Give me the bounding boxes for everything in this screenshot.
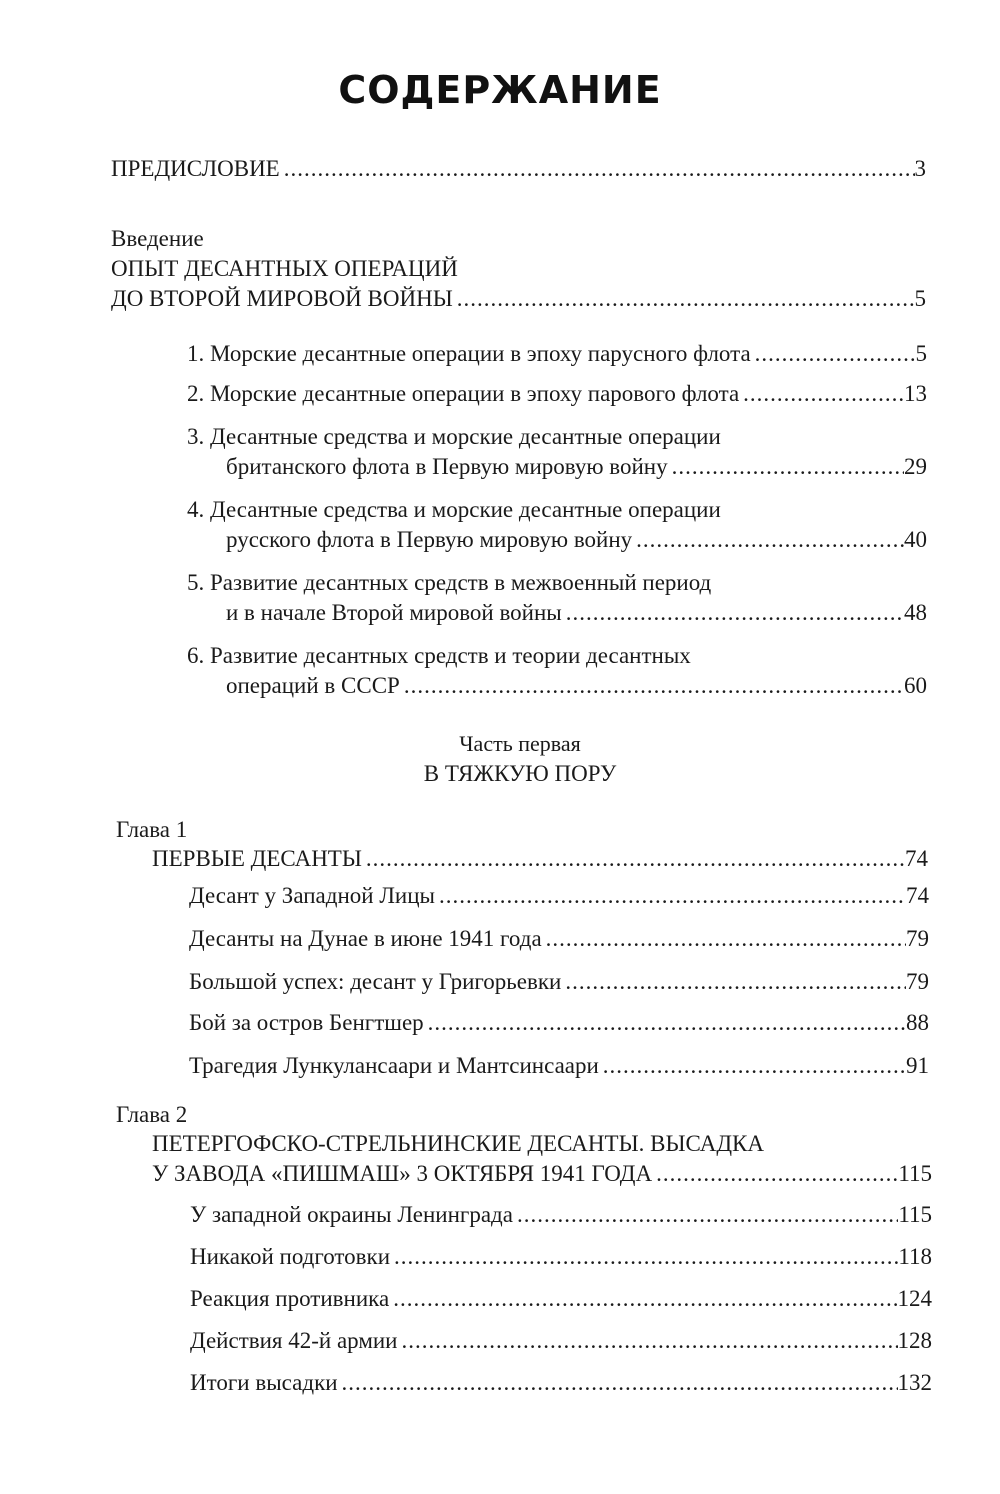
chapter-label: Глава 1 (116, 817, 188, 842)
toc-entry-intro-1[interactable] (187, 340, 927, 368)
leader-dots (751, 340, 916, 368)
toc-entry-chapter-1[interactable] (152, 845, 928, 873)
toc-entry-title: Действия 42-й армии (190, 1328, 398, 1353)
toc-entry-page: 5 (914, 286, 926, 311)
chapter-title-line1: ПЕТЕРГОФСКО-СТРЕЛЬНИНСКИЕ ДЕСАНТЫ. ВЫСАДКА (152, 1131, 764, 1156)
toc-entry-section[interactable] (189, 925, 929, 953)
toc-entry-page: 48 (904, 600, 927, 625)
chapter-title: ПЕРВЫЕ ДЕСАНТЫ (152, 846, 362, 871)
toc-entry-section[interactable] (190, 1201, 932, 1229)
toc-entry-title: Трагедия Лункулансаари и Мантсинсаари (189, 1053, 599, 1078)
toc-entry-page: 132 (897, 1370, 932, 1395)
toc-entry-page: 13 (904, 381, 927, 406)
leader-dots (562, 599, 904, 627)
chapter-label: Глава 2 (116, 1102, 188, 1127)
toc-entry-intro-6-line1: 6. Развитие десантных средств и теории десантных (187, 643, 691, 668)
toc-entry-intro-3-line1: 3. Десантные средства и морские десантные операции (187, 424, 721, 449)
toc-entry-page: 5 (915, 341, 927, 366)
toc-entry-title: Десант у Западной Лицы (189, 883, 435, 908)
toc-entry-title: Большой успех: десант у Григорьевки (189, 969, 562, 994)
toc-entry-title: Десанты на Дунае в июне 1941 года (189, 926, 542, 951)
leader-dots (362, 845, 905, 873)
toc-entry-page: 124 (897, 1286, 932, 1311)
toc-entry-title: британского флота в Первую мировую войну (226, 454, 668, 479)
toc-entry-section[interactable] (190, 1369, 932, 1397)
toc-entry-title: операций в СССР (226, 673, 400, 698)
leader-dots (280, 155, 915, 183)
toc-entry-section[interactable] (189, 882, 929, 910)
toc-entry-title: 1. Морские десантные операции в эпоху парусного флота (187, 341, 751, 366)
toc-entry-page: 79 (906, 926, 929, 951)
leader-dots (668, 453, 904, 481)
toc-entry-title: Бой за остров Бенгтшер (189, 1010, 424, 1035)
toc-entry-section[interactable] (189, 968, 929, 996)
toc-entry-page: 115 (898, 1161, 932, 1186)
toc-entry-chapter-2[interactable] (152, 1160, 932, 1188)
toc-entry-page: 60 (904, 673, 927, 698)
toc-entry-title: и в начале Второй мировой войны (226, 600, 562, 625)
page-title: СОДЕРЖАНИЕ (338, 68, 662, 112)
toc-entry-title: Итоги высадки (190, 1370, 338, 1395)
leader-dots (424, 1009, 906, 1037)
intro-title-line1: ОПЫТ ДЕСАНТНЫХ ОПЕРАЦИЙ (111, 256, 458, 281)
toc-entry-title: Реакция противника (190, 1286, 390, 1311)
toc-entry-section[interactable] (190, 1327, 932, 1355)
toc-entry-page: 128 (897, 1328, 932, 1353)
toc-entry-page: 74 (905, 846, 928, 871)
toc-entry-section[interactable] (189, 1009, 929, 1037)
leader-dots (398, 1327, 898, 1355)
chapter-title-line2: У ЗАВОДА «ПИШМАШ» 3 ОКТЯБРЯ 1941 ГОДА (152, 1161, 653, 1186)
toc-entry-intro-4[interactable] (226, 526, 927, 554)
leader-dots (561, 968, 906, 996)
toc-entry-section[interactable] (189, 1052, 929, 1080)
intro-title-line2: ДО ВТОРОЙ МИРОВОЙ ВОЙНЫ (111, 286, 453, 311)
toc-entry-title: русского флота в Первую мировую войну (226, 527, 633, 552)
toc-entry-preface[interactable] (111, 155, 926, 183)
leader-dots (513, 1201, 898, 1229)
toc-entry-section[interactable] (190, 1285, 932, 1313)
leader-dots (390, 1243, 898, 1271)
leader-dots (400, 672, 904, 700)
toc-entry-page: 91 (906, 1053, 929, 1078)
toc-entry-page: 88 (906, 1010, 929, 1035)
toc-entry-page: 118 (898, 1244, 932, 1269)
toc-entry-intro-5[interactable] (226, 599, 927, 627)
toc-entry-page: 115 (898, 1202, 932, 1227)
part-label: Часть первая (459, 731, 581, 756)
toc-entry-title: ПРЕДИСЛОВИЕ (111, 156, 280, 181)
leader-dots (389, 1285, 897, 1313)
leader-dots (435, 882, 906, 910)
leader-dots (632, 526, 904, 554)
toc-entry-intro-4-line1: 4. Десантные средства и морские десантные операции (187, 497, 721, 522)
leader-dots (599, 1052, 906, 1080)
toc-entry-page: 74 (906, 883, 929, 908)
toc-entry-page: 40 (904, 527, 927, 552)
toc-entry-section[interactable] (190, 1243, 932, 1271)
toc-entry-page: 79 (906, 969, 929, 994)
leader-dots (338, 1369, 898, 1397)
leader-dots (652, 1160, 898, 1188)
toc-entry-title: Никакой подготовки (190, 1244, 391, 1269)
toc-entry-intro-6[interactable] (226, 672, 927, 700)
leader-dots (453, 285, 915, 313)
toc-entry-intro[interactable] (111, 285, 926, 313)
toc-entry-page: 3 (914, 156, 926, 181)
leader-dots (739, 380, 904, 408)
toc-entry-title: У западной окраины Ленинграда (190, 1202, 513, 1227)
toc-entry-title: 2. Морские десантные операции в эпоху парового флота (187, 381, 740, 406)
toc-entry-intro-2[interactable] (187, 380, 927, 408)
toc-entry-page: 29 (904, 454, 927, 479)
part-title: В ТЯЖКУЮ ПОРУ (423, 761, 617, 786)
toc-entry-intro-3[interactable] (226, 453, 927, 481)
leader-dots (542, 925, 906, 953)
toc-entry-intro-5-line1: 5. Развитие десантных средств в межвоенный период (187, 570, 712, 595)
intro-label: Введение (111, 226, 204, 251)
